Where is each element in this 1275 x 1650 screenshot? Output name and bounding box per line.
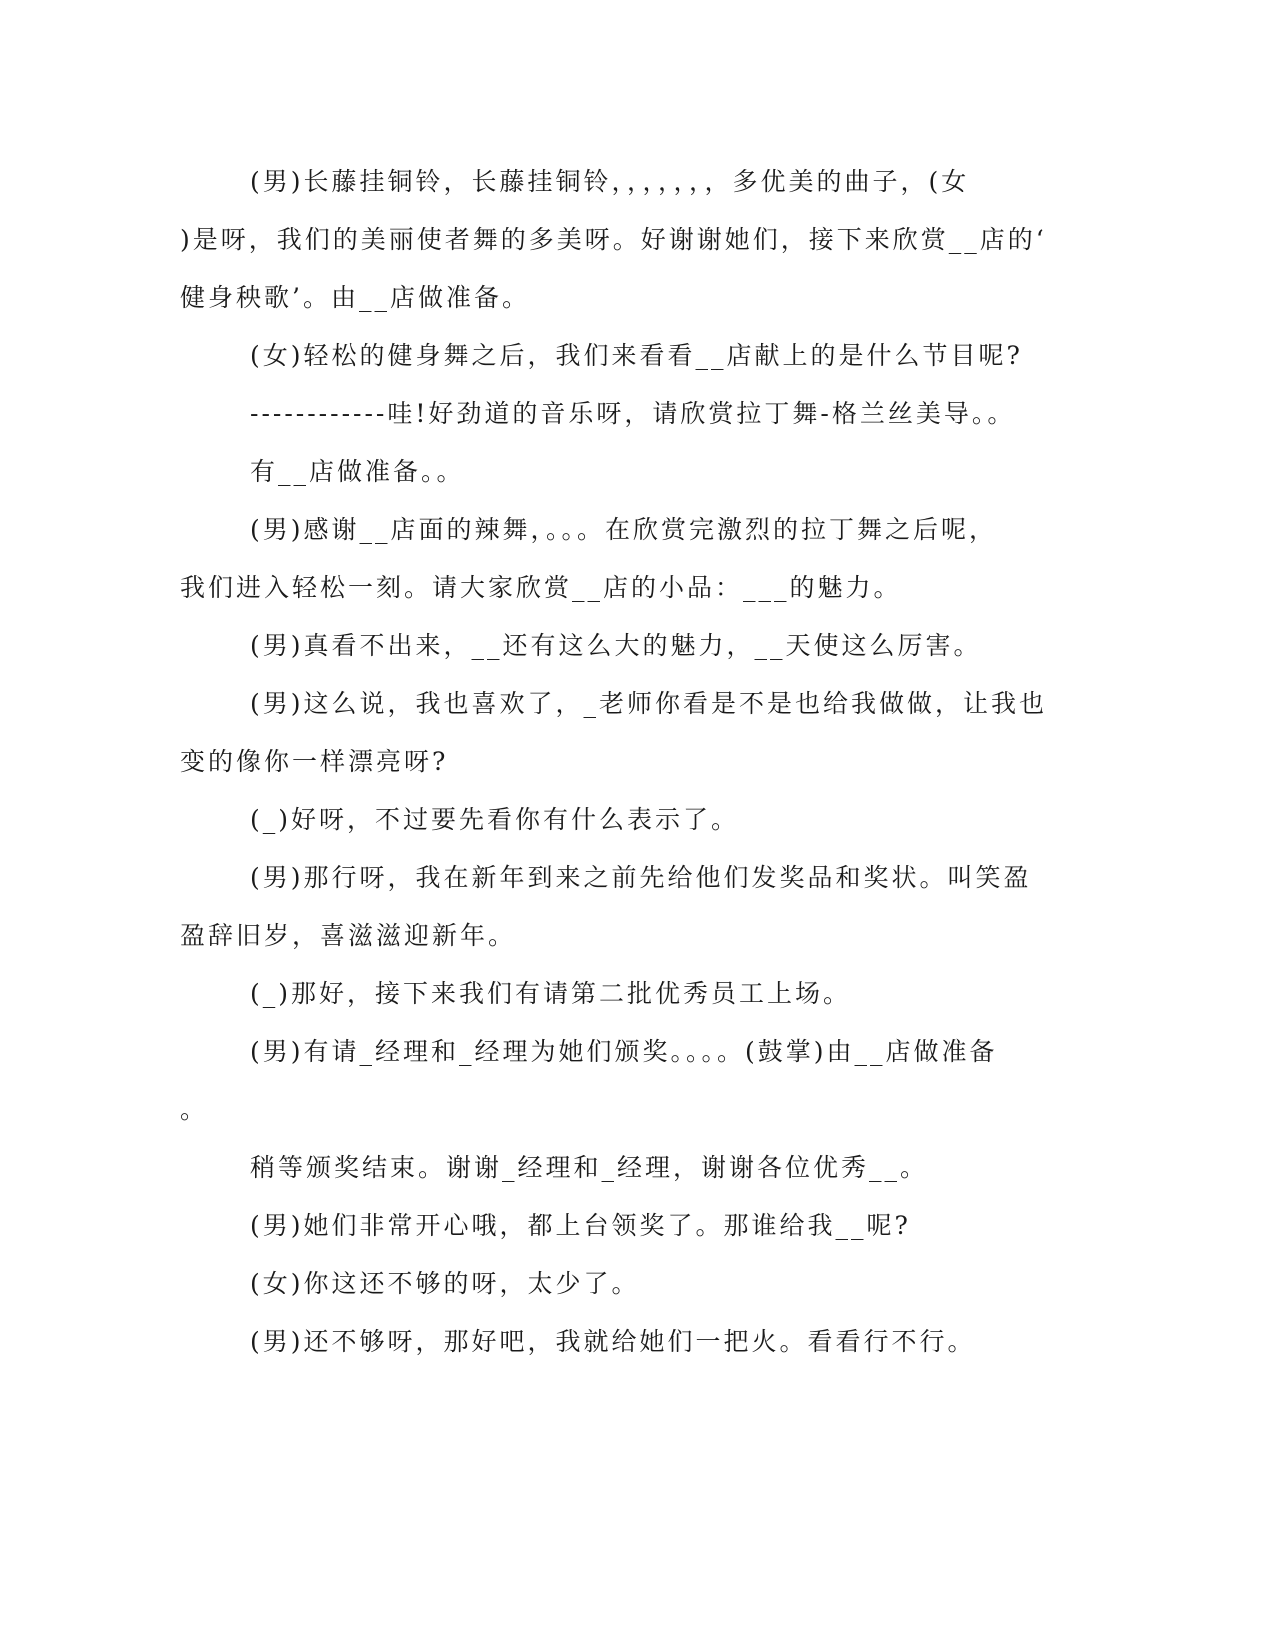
text-line: 盈辞旧岁，喜滋滋迎新年。 [180, 921, 517, 950]
text-line: (男)感谢__店面的辣舞，。。。在欣赏完激烈的拉丁舞之后呢， [250, 515, 998, 544]
text-line: 我们进入轻松一刻。请大家欣赏__店的小品：___的魅力。 [180, 573, 902, 602]
text-line: (男)那行呀，我在新年到来之前先给他们发奖品和奖状。叫笑盈 [250, 863, 1032, 892]
text-line: 。 [180, 1095, 209, 1124]
text-line: (男)这么说，我也喜欢了，_老师你看是不是也给我做做，让我也 [250, 689, 1048, 718]
text-line: (男)她们非常开心哦，都上台领奖了。那谁给我__呢? [250, 1211, 911, 1240]
text-line: (女)你这还不够的呀，太少了。 [250, 1269, 640, 1298]
text-line: (男)有请_经理和_经理为她们颁奖。。。。(鼓掌)由__店做准备 [250, 1037, 998, 1066]
text-line: 变的像你一样漂亮呀? [180, 747, 449, 776]
text-line: (男)还不够呀，那好吧，我就给她们一把火。看看行不行。 [250, 1327, 976, 1356]
text-line: (男)真看不出来，__还有这么大的魅力，__天使这么厉害。 [250, 631, 982, 660]
text-line: 稍等颁奖结束。谢谢_经理和_经理，谢谢各位优秀__。 [250, 1153, 929, 1182]
text-line: 有__店做准备。。 [250, 457, 465, 486]
document-body [180, 158, 1048, 1376]
text-line: (_)好呀，不过要先看你有什么表示了。 [250, 805, 740, 834]
text-line: ------------哇!好劲道的音乐呀，请欣赏拉丁舞-格兰丝美导。。 [250, 399, 1016, 428]
text-line: (_)那好，接下来我们有请第二批优秀员工上场。 [250, 979, 852, 1008]
text-line: 健身秧歌’。由__店做准备。 [180, 283, 530, 312]
text-line: (女)轻松的健身舞之后，我们来看看__店献上的是什么节目呢? [250, 341, 1023, 370]
text-line: )是呀，我们的美丽使者舞的多美呀。好谢谢她们，接下来欣赏__店的‘ [180, 225, 1047, 254]
text-line: (男)长藤挂铜铃，长藤挂铜铃，，，，，，，多优美的曲子，(女 [250, 167, 970, 196]
